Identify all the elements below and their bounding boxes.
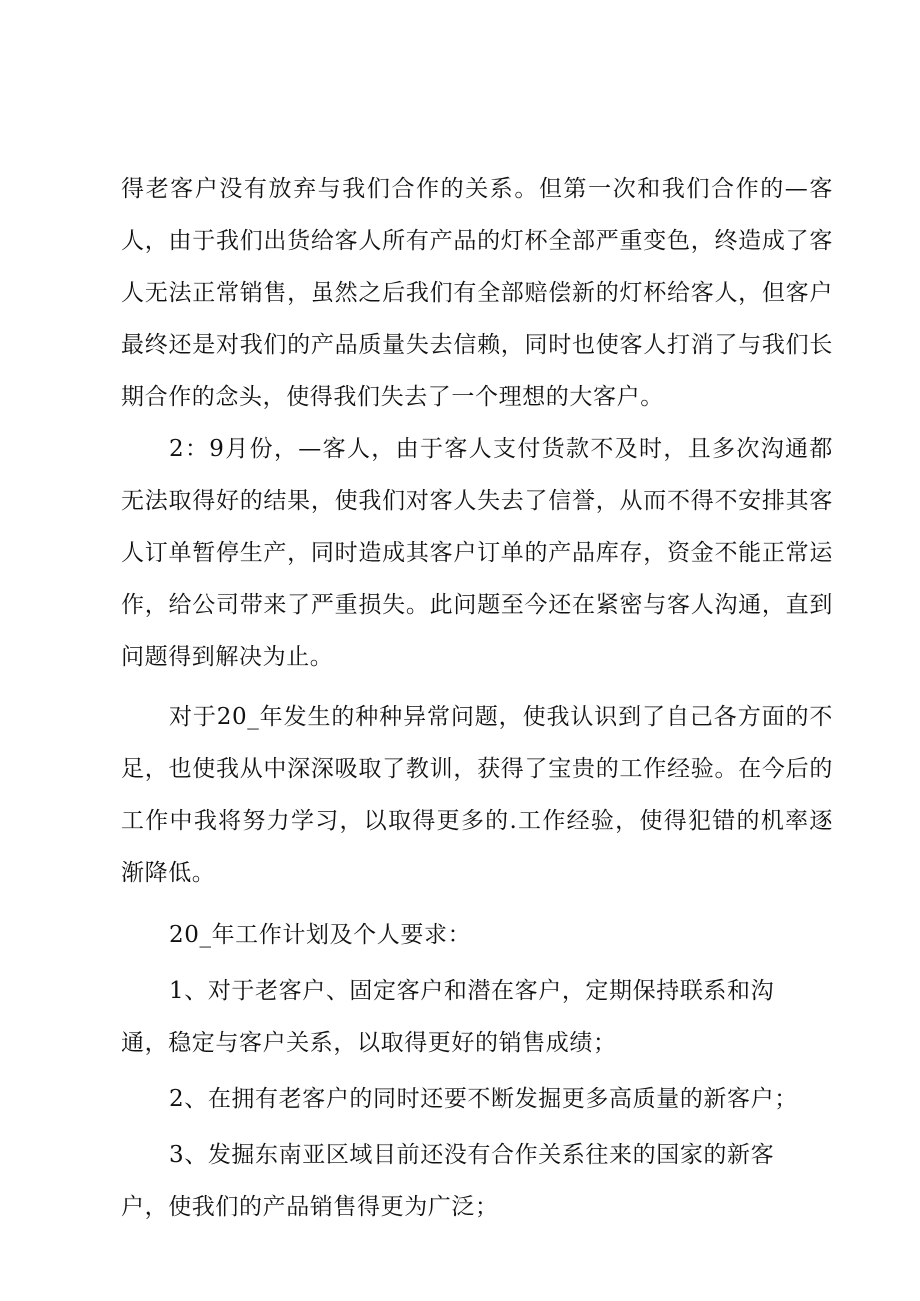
paragraph-3: 对于20_年发生的种种异常问题，使我认识到了自己各方面的不足，也使我从中深深吸取了教训，获得了宝贵的工作经验。在今后的工作中我将努力学习，以取得更多的.工作经验，使得犯错的机率逐渐降低。 [121, 704, 833, 886]
paragraph-1: 得老客户没有放弃与我们合作的关系。但第一次和我们合作的—客人，由于我们出货给客人所有产品的灯杯全部严重变色，终造成了客人无法正常销售，虽然之后我们有全部赔偿新的灯杯给客人，但客户最终还是对我们的产品质量失去信赖，同时也使客人打消了与我们长期合作的念头，使得我们失去了一个理想的大客户。 [121, 176, 833, 410]
plan-item-2: 2、在拥有老客户的同时还要不断发掘更多高质量的新客户； [169, 1086, 798, 1112]
document-body [121, 163, 833, 1233]
plan-item-3-line-2: 户，使我们的产品销售得更为广泛； [121, 1194, 499, 1220]
paragraph-2: 2：9月份，—客人，由于客人支付货款不及时，且多次沟通都无法取得好的结果，使我们对客人失去了信誉，从而不得不安排其客人订单暂停生产，同时造成其客户订单的产品库存，资金不能正常运作，给公司带来了严重损失。此问题至今还在紧密与客人沟通，直到问题得到解决为止。 [121, 436, 833, 670]
section-heading: 20_年工作计划及个人要求： [169, 922, 472, 948]
plan-item-3-line-1: 3、发掘东南亚区域目前还没有合作关系往来的国家的新客 [169, 1142, 775, 1168]
plan-item-1-line-2: 通，稳定与客户关系，以取得更好的销售成绩； [121, 1030, 617, 1056]
plan-item-1-line-1: 1、对于老客户、固定客户和潜在客户，定期保持联系和沟 [169, 978, 775, 1004]
